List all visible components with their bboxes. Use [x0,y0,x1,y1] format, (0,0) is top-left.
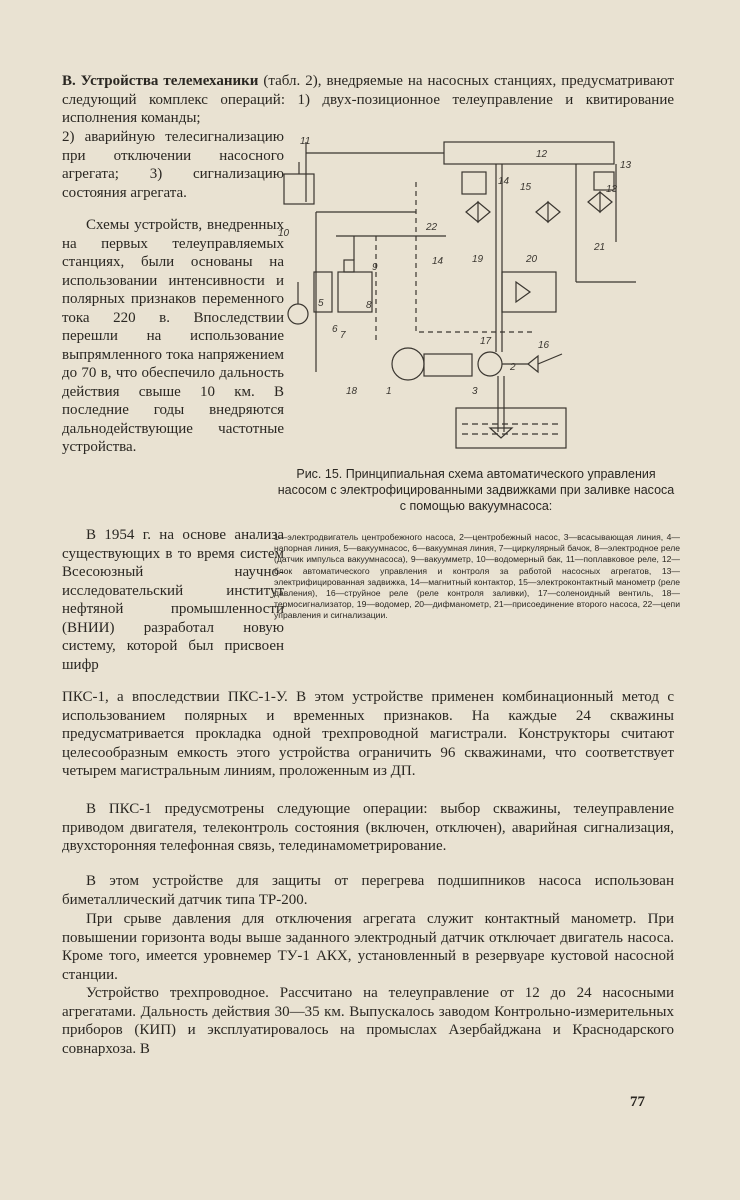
label-12: 12 [536,149,548,160]
label-14: 14 [498,176,510,187]
figure-legend: 1—электродвигатель центробежного насоса, 2—центробежный насос, 3—всасывающая линия, 4—напорная линия, 5—вакуумнасос, 6—вакуумная линия, 7—циркулярный бачок, 8—электродное реле (датчик импульса вакуумнасоса), 9—вакуумметр, 10—водомерный бак, 11—поплавковое реле, 12—блок автоматического управления и контроля за работой насосных агрегатов, 13—электрифицированная задвижка, 14—магнитный контактор, 15—электроконтактный манометр (реле давления), 16—струйное реле (реле контроля заливки), 17—соленоидный вентиль, 18—термосигнализатор, 19—водомер, 20—дифманометр, 21—присоединение второго насоса, 22—цепи управления и сигнализации. [274,532,680,621]
label-10: 10 [278,228,290,239]
figure-caption: Рис. 15. Принципиальная схема автоматического управления насосом с электрофицированными задвижками при заливке насоса с помощью вакуумнасоса: [277,467,675,513]
label-11: 11 [300,136,311,147]
label-1: 1 [386,386,392,397]
label-15: 15 [520,182,532,193]
label-13b: 13 [606,184,618,195]
label-17: 17 [480,336,492,347]
paragraph-intro-continued: 2) аварийную телесигнализацию при отключении насосного агрегата; 3) сигнализацию состояния агрегата. [62,129,284,201]
paragraph-pressure: При срыве давления для отключения агрегата служит контактный манометр. При повышении горизонта воды выше заданного электродный датчик отключает двигатель насоса. Кроме того, имеется уровнемер ТУ-1 АКХ, установленный в резервуаре кустовой насосной станции. [62,911,674,983]
paragraph-intro [62,72,674,128]
label-22: 22 [426,222,438,233]
paragraph-intro-text: (табл. 2), внедряемые на насосных станциях, предусматривают следующий комплекс операций: 1) двух-позиционное телеуправление и квитирование исполнения команды; [62,73,675,126]
page-number: 77 [630,1094,645,1110]
label-6: 6 [332,324,338,335]
label-2: 2 [510,362,516,373]
label-16: 16 [538,340,550,351]
label-7: 7 [340,330,346,341]
paragraph-1954: В 1954 г. на основе анализа существующих в то время систем Всесоюзный научно-исследовательский институт нефтяной промышленности (ВНИИ) разработал новую систему, которой был присвоен шифр [62,527,284,673]
label-3: 3 [472,386,478,397]
paragraph-pks1: ПКС-1, а впоследствии ПКС-1-У. В этом устройстве применен комбинационный метод с использованием полярных и временных признаков. На каждые 24 скважины предусматривается прокладка одной трехпроводной магистрали. Конструкторы считают целесообразным емкость этого устройства ограничить 96 скважинами, что соответствует четырем магистральным линиям, проложенным из ДП. [62,689,674,779]
label-13: 13 [620,160,632,171]
paragraph-pks-operations: В ПКС-1 предусмотрены следующие операции: выбор скважины, телеуправление приводом двигателя, телеконтроль состояния (включен, отключен), аварийная сигнализация, двухсторонняя телефонная связь, телединамометрирование. [62,801,674,854]
label-5: 5 [318,298,324,309]
paragraph-device: Устройство трехпроводное. Рассчитано на телеуправление от 12 до 24 насосными агрегатами. Дальность действия 30—35 км. Выпускалось заводом Контрольно-измерительных приборов (КИП) и эксплуатировалось на промыслах Азербайджана и Краснодарского совнархоза. В [62,985,674,1057]
paragraph-protection: В этом устройстве для защиты от перегрева подшипников насоса использован биметаллический датчик типа ТР-200. [62,873,674,908]
label-8: 8 [366,300,372,311]
label-14b: 14 [432,256,444,267]
control-block [444,142,614,164]
paragraph-schemes: Схемы устройств, внедренных на первых телеуправляемых станциях, были основаны на использовании интенсивности и полярных признаков переменного тока 220 в. Впоследствии перешли на использование выпрямленного тока напряжением до 70 в, что обеспечило дальность действия свыше 10 км. В последние годы внедряются дальнодействующие частотные устройства. [62,217,284,455]
label-21: 21 [594,242,606,253]
label-9: 9 [372,262,378,273]
label-18: 18 [346,386,358,397]
section-heading: В. Устройства телемеханики [62,73,259,89]
label-19: 19 [472,254,484,265]
pump-control-schematic [276,132,646,458]
label-20: 20 [526,254,538,265]
